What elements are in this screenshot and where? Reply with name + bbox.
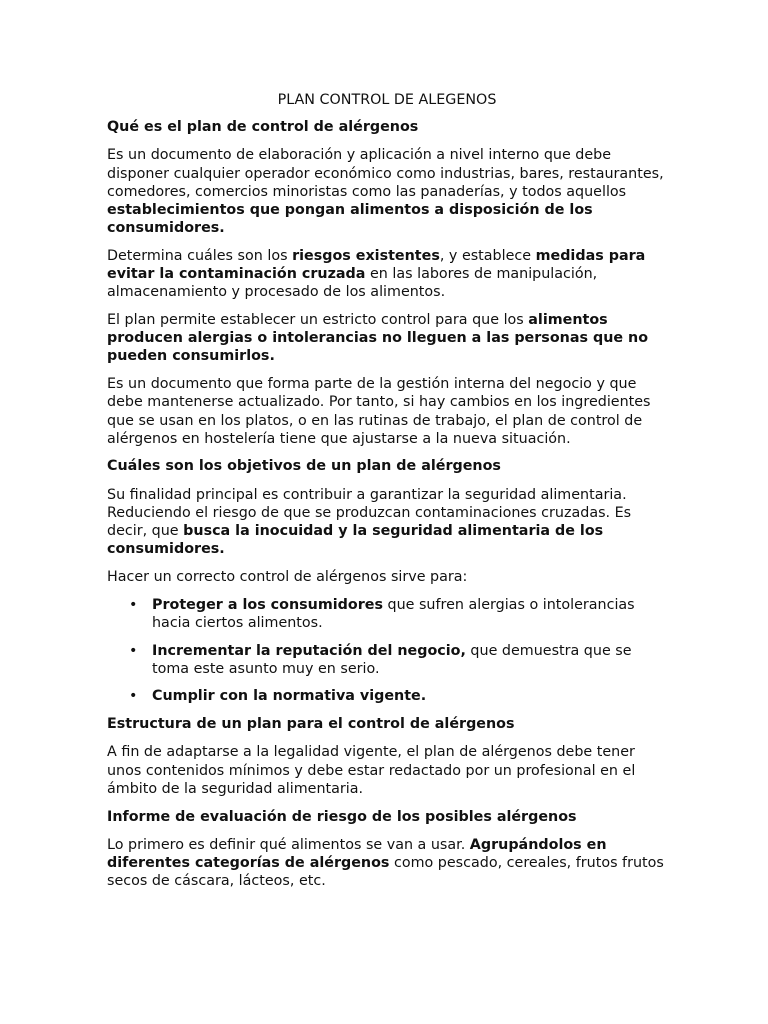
text-run: Su finalidad principal es contribuir a garantizar la seguridad alimentaria. Reduciendo el riesgo de que se produzcan contaminaciones cruzadas. Es decir, que xyxy=(107,486,632,540)
bullet-icon: • xyxy=(129,596,138,613)
text-run: Determina cuáles son los xyxy=(107,247,293,264)
text-run: El plan permite establecer un estricto control para que los xyxy=(107,312,529,329)
bold-text-run: riesgos existentes xyxy=(292,247,440,264)
bold-text-run: Agrupándolos en diferentes categorías de alérgenos xyxy=(107,836,607,871)
text-run: como pescado, cereales, frutos frutos secos de cáscara, lácteos, etc. xyxy=(107,854,664,890)
paragraph-food-grouping xyxy=(107,836,667,891)
bold-text-run: Cumplir con la normativa vigente. xyxy=(152,688,427,705)
paragraph-definition xyxy=(107,146,667,237)
bullet-icon: • xyxy=(129,642,138,659)
bullet-icon: • xyxy=(129,688,138,705)
list-item xyxy=(107,596,667,632)
document-page xyxy=(107,91,667,900)
text-run: que demuestra que se toma este asunto muy en serio. xyxy=(152,642,632,677)
text-run: en las labores de manipulación, almacenamiento y procesado de los alimentos. xyxy=(107,266,598,301)
paragraph-control xyxy=(107,311,667,366)
section-heading-risk-report: Informe de evaluación de riesgo de los posibles alérgenos xyxy=(107,808,577,825)
bold-text-run: alimentos producen alergias o intolerancias no lleguen a las personas que no pueden consumirlos. xyxy=(107,312,649,365)
section-heading-what-is: Qué es el plan de control de alérgenos xyxy=(107,119,419,136)
paragraph-legal-requirements: A fin de adaptarse a la legalidad vigente, el plan de alérgenos debe tener unos contenidos mínimos y debe estar redactado por un profesional en el ámbito de la seguridad alimentaria. xyxy=(107,744,636,797)
text-run: Es un documento de elaboración y aplicación a nivel interno que debe disponer cualquier operador económico como industrias, bares, restaurantes, comedores, comercios minoristas como las panaderías, y todos aquellos xyxy=(107,147,664,200)
bold-text-run: Incrementar la reputación del negocio, xyxy=(152,642,466,659)
bold-text-run: busca la inocuidad y la seguridad alimentaria de los consumidores. xyxy=(107,523,604,558)
paragraph-purpose xyxy=(107,486,667,559)
list-item xyxy=(107,687,667,705)
paragraph-internal-management: Es un documento que forma parte de la gestión interna del negocio y que debe mantenerse actualizado. Por tanto, si hay cambios en los ingredientes que se usan en los platos, o en las rutinas de trabajo, el plan de control de alérgenos en hostelería tiene que ajustarse a la nueva situación. xyxy=(107,376,651,447)
paragraph-list-intro: Hacer un correcto control de alérgenos sirve para: xyxy=(107,568,468,585)
text-run: que sufren alergias o intolerancias hacia ciertos alimentos. xyxy=(152,596,635,631)
bold-text-run: medidas para evitar la contaminación cruzada xyxy=(107,247,646,283)
document-title: PLAN CONTROL DE ALEGENOS xyxy=(277,92,497,108)
text-run: Lo primero es definir qué alimentos se van a usar. xyxy=(107,836,470,853)
section-heading-objectives: Cuáles son los objetivos de un plan de alérgenos xyxy=(107,458,501,475)
text-run: , y establece xyxy=(439,247,536,264)
bold-text-run: establecimientos que pongan alimentos a disposición de los consumidores. xyxy=(107,202,593,237)
objectives-list xyxy=(107,596,667,706)
paragraph-risks xyxy=(107,247,667,302)
list-item xyxy=(107,642,667,678)
section-heading-structure: Estructura de un plan para el control de alérgenos xyxy=(107,716,515,733)
bold-text-run: Proteger a los consumidores xyxy=(152,596,383,613)
